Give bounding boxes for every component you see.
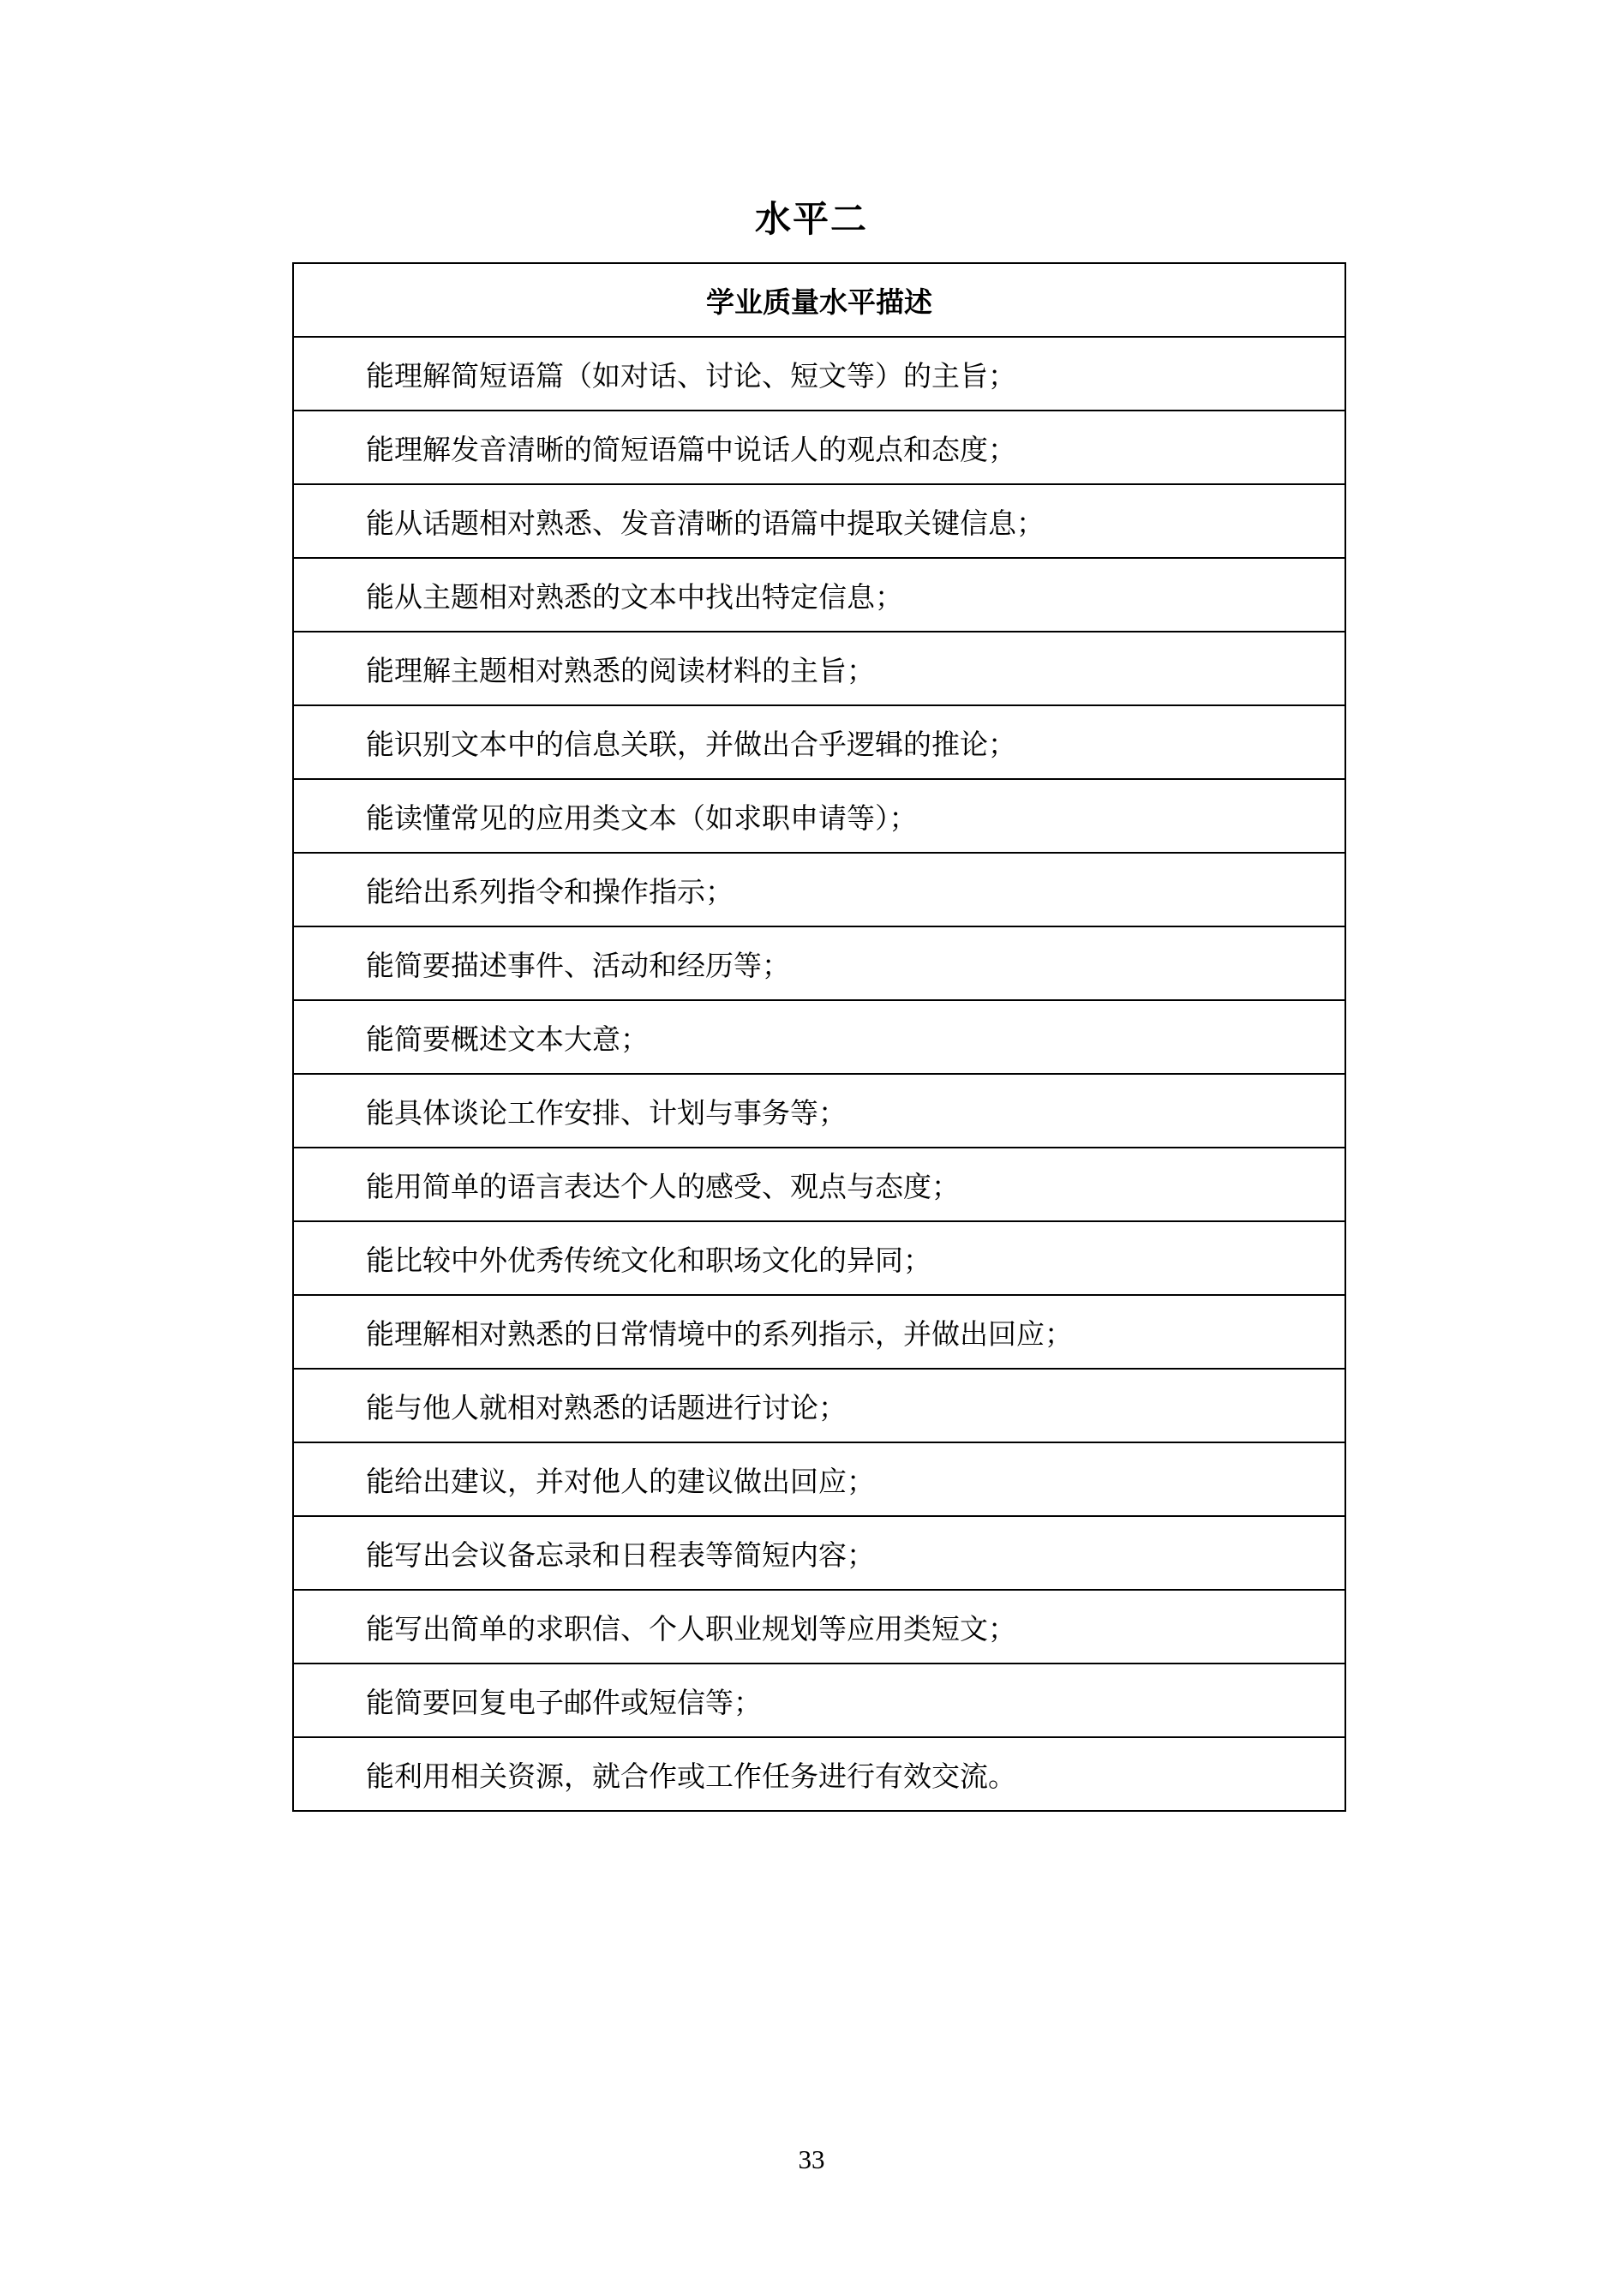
- table-cell: 能写出会议备忘录和日程表等简短内容；: [293, 1516, 1345, 1590]
- table-row: [293, 1516, 1345, 1590]
- table-cell: 能读懂常见的应用类文本（如求职申请等）；: [293, 779, 1345, 853]
- table-row: [293, 853, 1345, 926]
- table-row: [293, 1000, 1345, 1074]
- table-cell: 能识别文本中的信息关联，并做出合乎逻辑的推论；: [293, 705, 1345, 779]
- table-cell: 能写出简单的求职信、个人职业规划等应用类短文；: [293, 1590, 1345, 1664]
- table-row: [293, 484, 1345, 558]
- table-row: [293, 1442, 1345, 1516]
- table-cell: 能从主题相对熟悉的文本中找出特定信息；: [293, 558, 1345, 632]
- table-row: [293, 926, 1345, 1000]
- table-row: [293, 705, 1345, 779]
- table-row: [293, 1221, 1345, 1295]
- table-cell: 能与他人就相对熟悉的话题进行讨论；: [293, 1369, 1345, 1442]
- table-cell: 能从话题相对熟悉、发音清晰的语篇中提取关键信息；: [293, 484, 1345, 558]
- table-row: [293, 558, 1345, 632]
- table-cell: 能理解简短语篇（如对话、讨论、短文等）的主旨；: [293, 337, 1345, 411]
- table-row: [293, 1590, 1345, 1664]
- table-row: [293, 337, 1345, 411]
- table-cell: 能简要描述事件、活动和经历等；: [293, 926, 1345, 1000]
- table-cell: 能简要回复电子邮件或短信等；: [293, 1664, 1345, 1737]
- page-title: 水平二: [754, 198, 868, 240]
- table-cell: 能理解相对熟悉的日常情境中的系列指示，并做出回应；: [293, 1295, 1345, 1369]
- table-row: [293, 1737, 1345, 1811]
- quality-description-table: [292, 262, 1346, 1812]
- table-row: [293, 411, 1345, 484]
- table-row: [293, 1664, 1345, 1737]
- table-cell: 能利用相关资源，就合作或工作任务进行有效交流。: [293, 1737, 1345, 1811]
- table-row: [293, 1369, 1345, 1442]
- table-cell: 能简要概述文本大意；: [293, 1000, 1345, 1074]
- table-cell: 能给出建议，并对他人的建议做出回应；: [293, 1442, 1345, 1516]
- table-row: [293, 1295, 1345, 1369]
- table-header-cell: 学业质量水平描述: [293, 263, 1345, 337]
- table-row: [293, 1074, 1345, 1148]
- table-cell: 能给出系列指令和操作指示；: [293, 853, 1345, 926]
- table-cell: 能用简单的语言表达个人的感受、观点与态度；: [293, 1148, 1345, 1221]
- page-number: 33: [798, 2144, 825, 2174]
- table-row: [293, 779, 1345, 853]
- table-cell: 能比较中外优秀传统文化和职场文化的异同；: [293, 1221, 1345, 1295]
- table-row: [293, 632, 1345, 705]
- table-header-row: [293, 263, 1345, 337]
- table-cell: 能理解主题相对熟悉的阅读材料的主旨；: [293, 632, 1345, 705]
- table-row: [293, 1148, 1345, 1221]
- table-cell: 能理解发音清晰的简短语篇中说话人的观点和态度；: [293, 411, 1345, 484]
- table-cell: 能具体谈论工作安排、计划与事务等；: [293, 1074, 1345, 1148]
